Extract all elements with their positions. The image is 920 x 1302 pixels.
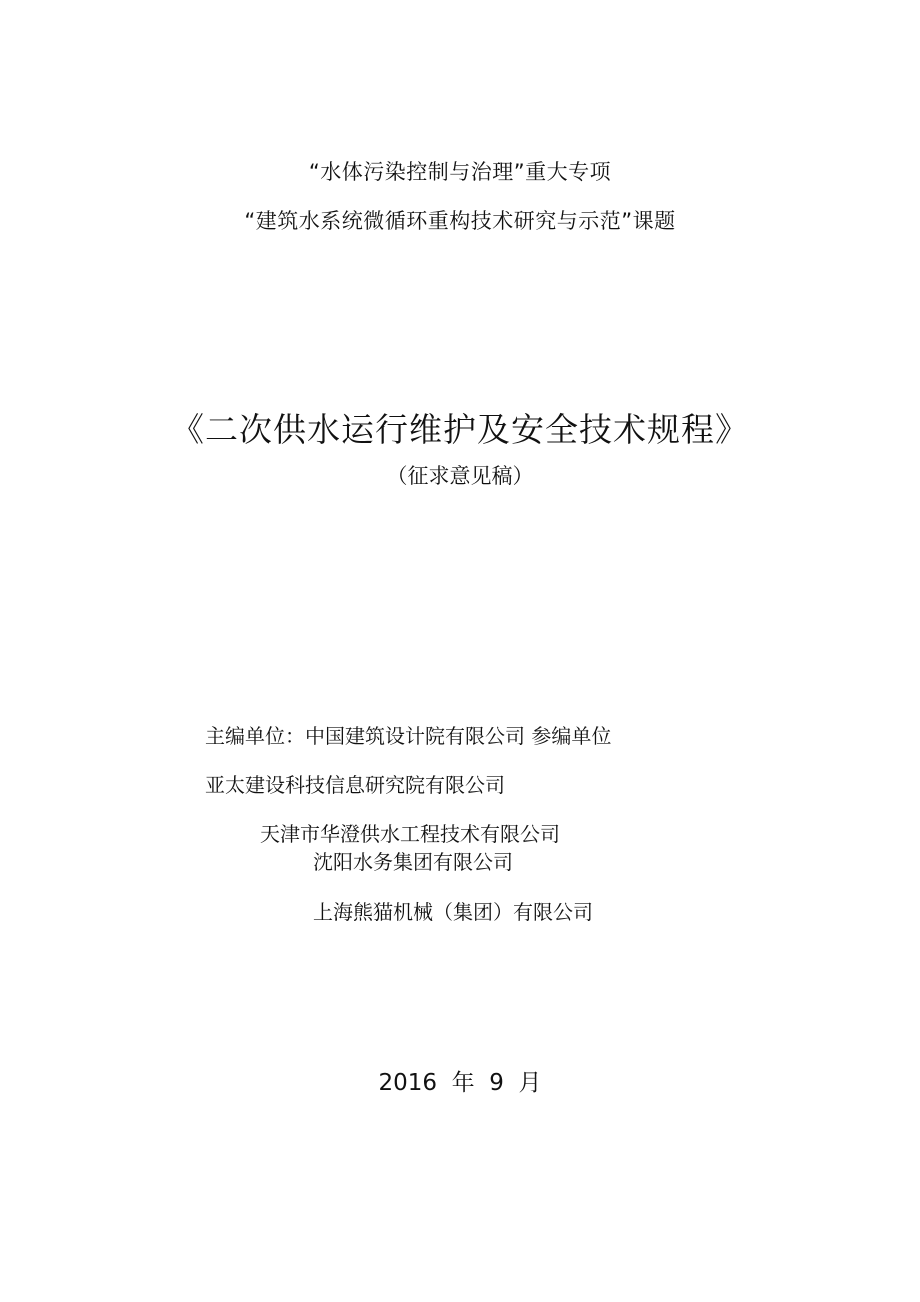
organization-participant-4: 上海熊猫机械（集团）有限公司 [313,900,593,924]
project-title-line-1: “水体污染控制与治理”重大专项 [308,160,612,184]
organization-participant-1: 亚太建设科技信息研究院有限公司 [205,773,505,797]
organization-chief-editor: 主编单位：中国建筑设计院有限公司 参编单位 [205,724,612,748]
organization-participant-2: 天津市华澄供水工程技术有限公司 [260,822,560,846]
project-title-line-2: “建筑水系统微循环重构技术研究与示范”课题 [244,209,676,233]
document-title: 《二次供水运行维护及安全技术规程》 [171,410,749,449]
organization-participant-3: 沈阳水务集团有限公司 [313,850,513,874]
publication-date: 2016 年 9 月 [378,1070,542,1096]
document-subtitle: （征求意见稿） [386,464,534,488]
